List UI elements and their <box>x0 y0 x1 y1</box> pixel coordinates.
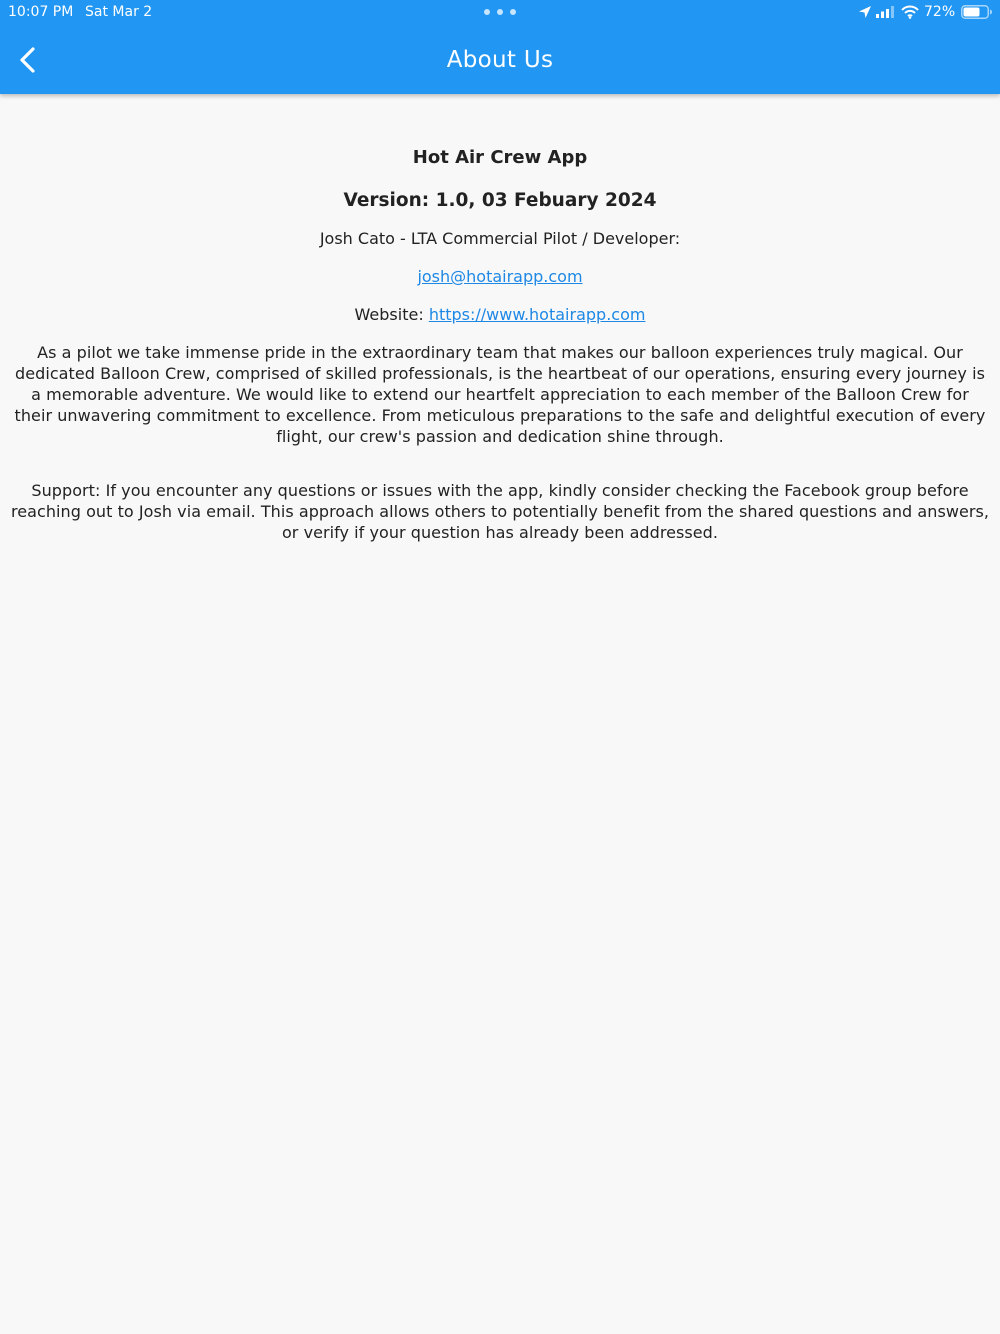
about-content <box>10 144 990 543</box>
status-date: Sat Mar 2 <box>85 4 153 20</box>
support-text: Support: If you encounter any questions or issues with the app, kindly consider checking the Facebook group before reaching out to Josh via email. This approach allows others to potentially benefit from the shared questions and answers, or verify if your question has already been addressed. <box>10 481 990 542</box>
email-line <box>10 266 990 288</box>
wifi-icon <box>901 5 919 19</box>
app-bar <box>0 0 1000 94</box>
location-icon <box>858 5 872 19</box>
multitasking-dots-icon[interactable] <box>484 9 516 15</box>
website-label: Website: <box>354 305 429 324</box>
app-version: Version: 1.0, 03 Febuary 2024 <box>343 190 657 211</box>
status-time: 10:07 PM <box>8 4 74 20</box>
page-title: About Us <box>446 47 554 73</box>
app-name: Hot Air Crew App <box>412 147 588 168</box>
author-line: Josh Cato - LTA Commercial Pilot / Developer: <box>319 229 681 248</box>
email-link[interactable]: josh@hotairapp.com <box>417 267 583 286</box>
battery-icon <box>961 5 993 19</box>
status-bar <box>0 0 1000 24</box>
signal-icon <box>876 6 894 18</box>
website-line <box>10 304 990 326</box>
about-text: As a pilot we take immense pride in the extraordinary team that makes our balloon experiences truly magical. Our dedicated Balloon Crew, comprised of skilled professionals, is the heartbeat of our operations, ensuring every journey is a memorable adventure. We would like to extend our heartfelt appreciation to each member of the Balloon Crew for their unwavering commitment to excellence. From meticulous preparations to the safe and delightful execution of every flight, our crew's passion and dedication shine through. <box>14 343 986 446</box>
website-link[interactable]: https://www.hotairapp.com <box>428 305 646 324</box>
battery-percent: 72% <box>924 4 956 20</box>
